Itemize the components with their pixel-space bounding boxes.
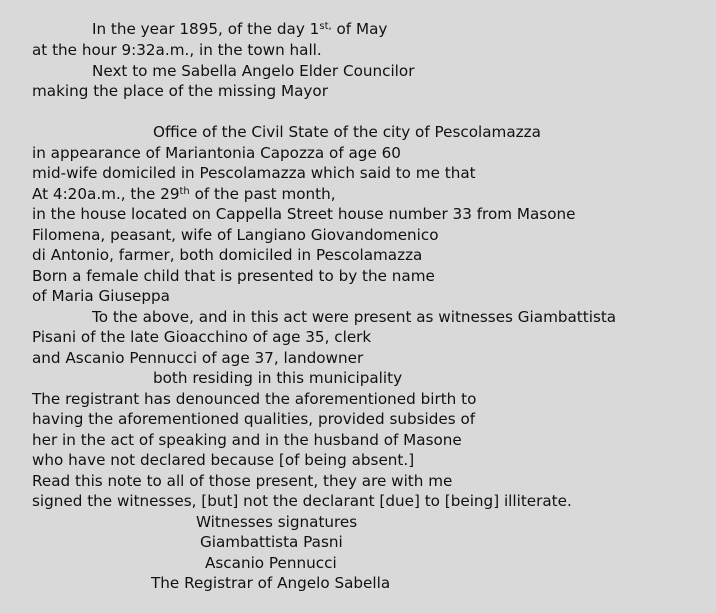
signatures-heading: Witnesses signatures — [196, 513, 358, 531]
text-line: both residing in this municipality — [153, 369, 403, 387]
text-line: The registrant has denounced the aforementioned birth to — [32, 390, 477, 408]
text-line: Read this note to all of those present, they are with me — [32, 472, 453, 490]
signature-line: Ascanio Pennucci — [205, 554, 337, 572]
registrar-line: The Registrar of Angelo Sabella — [151, 574, 391, 592]
text-line: To the above, and in this act were present as witnesses Giambattista — [92, 308, 617, 326]
signature-line: Giambattista Pasni — [200, 533, 343, 551]
text-line: Filomena, peasant, wife of Langiano Giovandomenico — [32, 226, 439, 244]
text-line: Pisani of the late Gioacchino of age 35, clerk — [32, 328, 372, 346]
section-heading: Office of the Civil State of the city of Pescolamazza — [153, 123, 541, 141]
text-line: di Antonio, farmer, both domiciled in Pescolamazza — [32, 246, 423, 264]
text-line: In the year 1895, of the day $1^{st,}$ of May — [92, 20, 388, 38]
text-line: at the hour 9:32a.m., in the town hall. — [32, 41, 322, 59]
text-line: making the place of the missing Mayor — [32, 82, 328, 100]
text-line: and Ascanio Pennucci of age 37, landowner — [32, 349, 364, 367]
text-line: At 4:20a.m., the 29th of the past month, — [32, 185, 336, 203]
text-line: of Maria Giuseppa — [32, 287, 170, 305]
text-line: in the house located on Cappella Street house number 33 from Masone — [32, 205, 576, 223]
text-line: Born a female child that is presented to by the name — [32, 267, 435, 285]
text-line: Next to me Sabella Angelo Elder Councilor — [92, 62, 415, 80]
text-line: having the aforementioned qualities, provided subsides of — [32, 410, 476, 428]
text-line: her in the act of speaking and in the husband of Masone — [32, 431, 462, 449]
text-line: who have not declared because [of being absent.] — [32, 451, 415, 469]
text-line: signed the witnesses, [but] not the declarant [due] to [being] illiterate. — [32, 492, 572, 510]
text-line: mid-wife domiciled in Pescolamazza which said to me that — [32, 164, 476, 182]
text-line: in appearance of Mariantonia Capozza of age 60 — [32, 144, 401, 162]
